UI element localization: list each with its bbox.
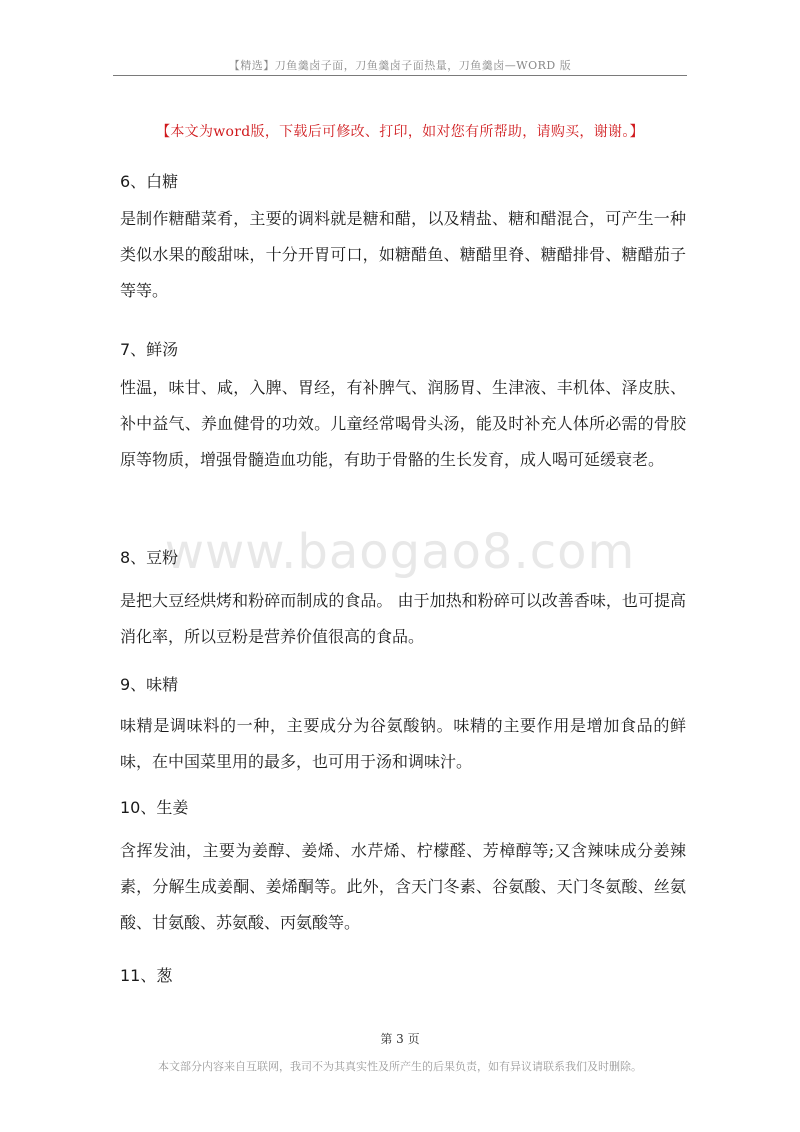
page-number: 第 3 页 — [380, 1032, 420, 1046]
section-paragraph: 是把大豆经烘烤和粉碎而制成的食品。 由于加热和粉碎可以改善香味，也可提高消化率，所以豆粉是营养价值很高的食品。 — [120, 591, 686, 646]
section-paragraph: 味精是调味料的一种，主要成分为谷氨酸钠。味精的主要作用是增加食品的鲜味，在中国菜里用的最多，也可用于汤和调味汁。 — [120, 716, 686, 771]
purchase-notice: 【本文为word版，下载后可修改、打印，如对您有所帮助，请购买，谢谢。】 — [156, 124, 644, 140]
section-heading: 7、鲜汤 — [120, 340, 179, 359]
section-heading: 8、豆粉 — [120, 548, 179, 567]
page-header: 【精选】刀鱼羹卤子面，刀鱼羹卤子面热量，刀鱼羹卤—WORD 版 — [228, 59, 572, 72]
section-heading: 10、生姜 — [120, 798, 189, 817]
section-paragraph: 是制作糖醋菜肴，主要的调料就是糖和醋，以及精盐、糖和醋混合，可产生一种类似水果的酸甜味，十分开胃可口，如糖醋鱼、糖醋里脊、糖醋排骨、糖醋茄子等等。 — [120, 209, 686, 300]
section-paragraph: 性温，味甘、咸，入脾、胃经，有补脾气、润肠胃、生津液、丰机体、泽皮肤、补中益气、养血健骨的功效。儿童经常喝骨头汤，能及时补充人体所必需的骨胶原等物质，增强骨髓造血功能，有助于骨骼的生长发育，成人喝可延缓衰老。 — [120, 378, 686, 469]
section-heading: 9、味精 — [120, 675, 179, 694]
page-footer: 本文部分内容来自互联网，我司不为其真实性及所产生的后果负责，如有异议请联系我们及时删除。 — [158, 1060, 642, 1073]
section-heading: 6、白糖 — [120, 172, 179, 191]
header-divider — [113, 75, 687, 76]
section-paragraph: 含挥发油，主要为姜醇、姜烯、水芹烯、柠檬醛、芳樟醇等;又含辣味成分姜辣素，分解生成姜酮、姜烯酮等。此外，含天门冬素、谷氨酸、天门冬氨酸、丝氨酸、甘氨酸、苏氨酸、丙氨酸等。 — [120, 841, 686, 932]
section-heading: 11、葱 — [120, 966, 173, 985]
watermark: www.baogao8.com — [164, 524, 636, 580]
